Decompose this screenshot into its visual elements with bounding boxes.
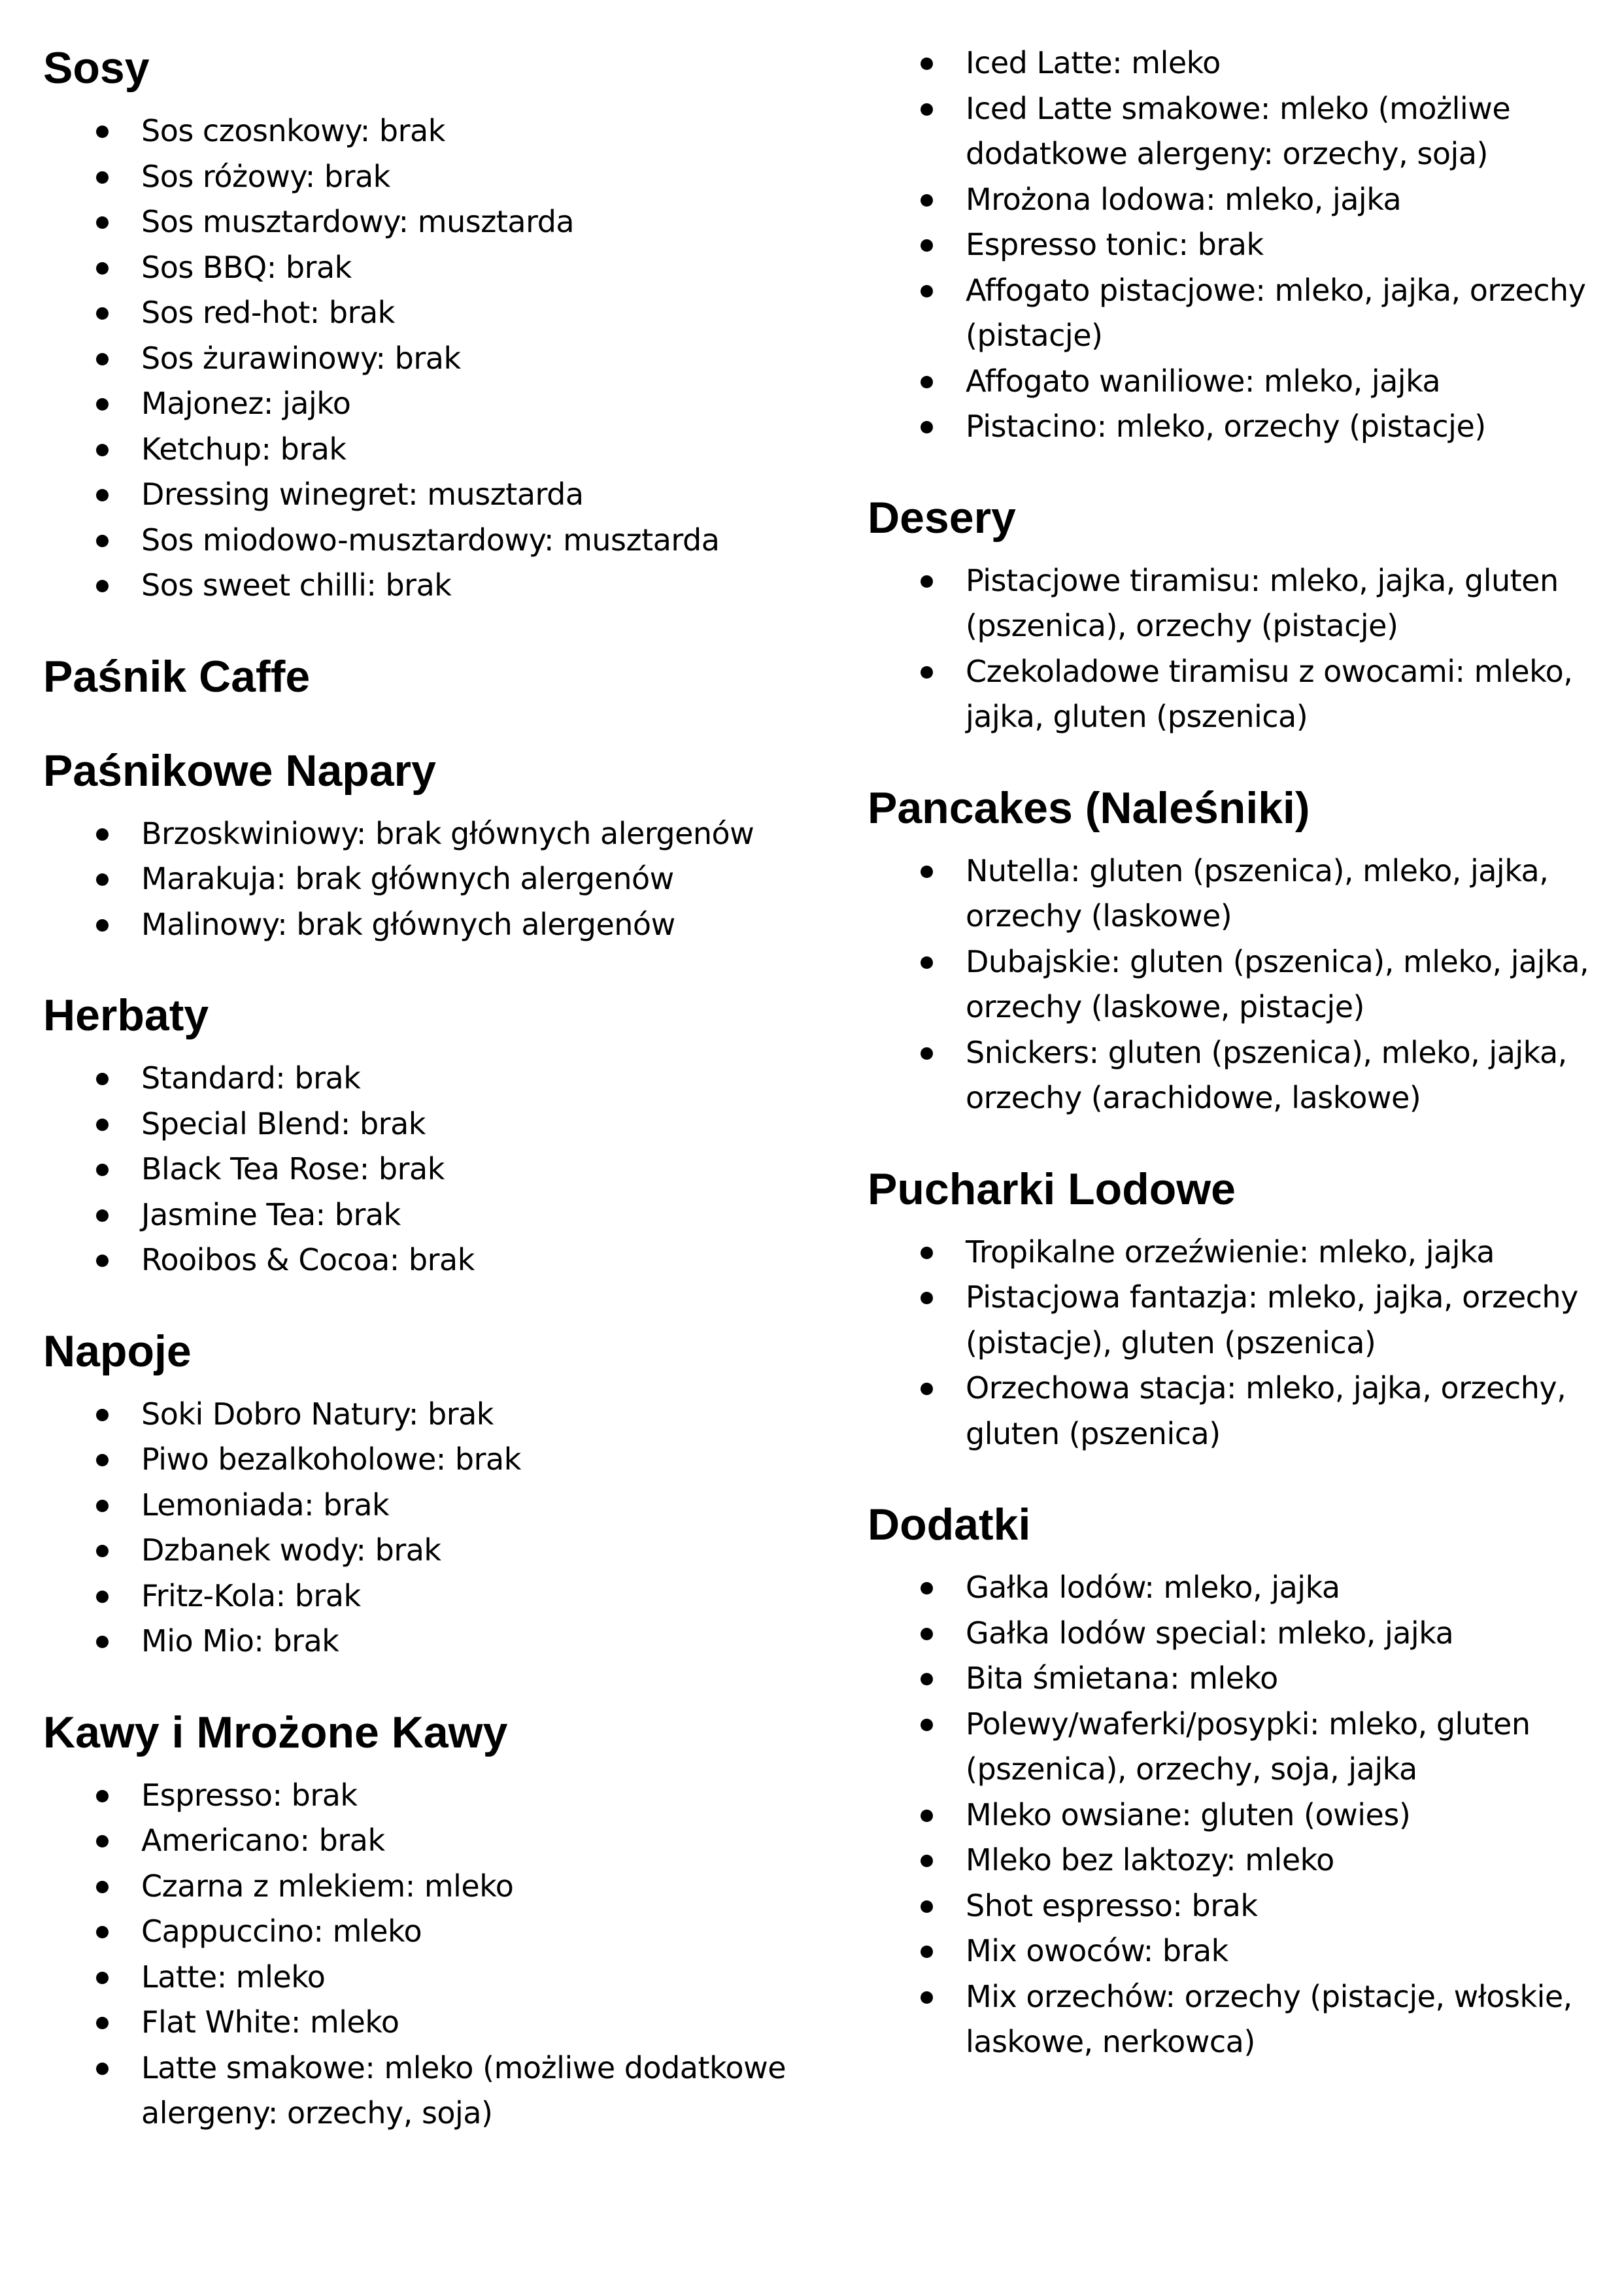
list-item: Sos różowy: brak	[141, 154, 795, 200]
section-title: Herbaty	[43, 990, 209, 1040]
list-item: Lemoniada: brak	[141, 1483, 795, 1528]
list-item: Latte: mleko	[141, 1955, 795, 2000]
list-item: Ketchup: brak	[141, 427, 795, 473]
section-title: Dodatki	[868, 1500, 1031, 1549]
list-item: Mio Mio: brak	[141, 1619, 795, 1664]
section-sosy	[43, 42, 782, 609]
item-list	[868, 41, 1606, 450]
list-item: Bita śmietana: mleko	[966, 1656, 1613, 1702]
item-list	[43, 1392, 782, 1664]
list-item: Sos żurawinowy: brak	[141, 336, 795, 382]
list-item: Polewy/waferki/posypki: mleko, gluten (pszenica), orzechy, soja, jajka	[966, 1702, 1613, 1793]
list-item: Sos czosnkowy: brak	[141, 109, 795, 154]
section-title: Paśnik Caffe	[43, 651, 311, 701]
list-item: Czekoladowe tiramisu z owocami: mleko, jajka, gluten (pszenica)	[966, 649, 1613, 740]
list-item: Flat White: mleko	[141, 2000, 795, 2046]
list-item: Shot espresso: brak	[966, 1883, 1613, 1929]
section-pucharki-lodowe	[868, 1163, 1606, 1457]
list-item: Mleko owsiane: gluten (owies)	[966, 1793, 1613, 1838]
item-list	[43, 1773, 787, 2136]
section-title: Kawy i Mrożone Kawy	[43, 1707, 508, 1757]
list-item: Dressing winegret: musztarda	[141, 472, 795, 518]
list-item: Rooibos & Cocoa: brak	[141, 1238, 795, 1283]
list-item: Affogato pistacjowe: mleko, jajka, orzechy (pistacje)	[966, 268, 1613, 359]
list-item: Fritz-Kola: brak	[141, 1574, 795, 1619]
list-item: Cappuccino: mleko	[141, 1909, 795, 1955]
list-item: Pistacjowa fantazja: mleko, jajka, orzechy (pistacje), gluten (pszenica)	[966, 1275, 1613, 1366]
list-item: Affogato waniliowe: mleko, jajka	[966, 359, 1613, 405]
item-list	[43, 1056, 782, 1283]
section-pasnik-caffe	[43, 650, 782, 703]
list-item: Brzoskwiniowy: brak głównych alergenów	[141, 811, 795, 857]
list-item: Orzechowa stacja: mleko, jajka, orzechy, gluten (pszenica)	[966, 1366, 1613, 1457]
list-item: Iced Latte: mleko	[966, 41, 1613, 86]
section-herbaty	[43, 989, 782, 1283]
section-title: Pucharki Lodowe	[868, 1164, 1236, 1214]
list-item: Gałka lodów: mleko, jajka	[966, 1565, 1613, 1611]
list-item: Espresso: brak	[141, 1773, 795, 1819]
section-dodatki	[868, 1498, 1606, 2065]
item-list	[868, 558, 1606, 740]
section-title: Sosy	[43, 43, 150, 93]
list-item: Mleko bez laktozy: mleko	[966, 1838, 1613, 1883]
list-item: Black Tea Rose: brak	[141, 1147, 795, 1192]
section-napoje	[43, 1325, 782, 1664]
list-item: Dubajskie: gluten (pszenica), mleko, jajka, orzechy (laskowe, pistacje)	[966, 939, 1613, 1030]
section-pasnikowe-napary	[43, 745, 782, 948]
list-item: Mix orzechów: orzechy (pistacje, włoskie, laskowe, nerkowca)	[966, 1974, 1613, 2065]
list-item: Mrożona lodowa: mleko, jajka	[966, 177, 1613, 223]
section-pancakes	[868, 782, 1606, 1121]
list-item: Gałka lodów special: mleko, jajka	[966, 1611, 1613, 1657]
list-item: Latte smakowe: mleko (możliwe dodatkowe alergeny: orzechy, soja)	[141, 2046, 795, 2136]
section-title: Napoje	[43, 1326, 192, 1376]
list-item: Malinowy: brak głównych alergenów	[141, 902, 795, 948]
list-item: Sos miodowo-musztardowy: musztarda	[141, 518, 795, 564]
list-item: Dzbanek wody: brak	[141, 1528, 795, 1574]
section-title: Pancakes (Naleśniki)	[868, 783, 1310, 833]
list-item: Sos sweet chilli: brak	[141, 563, 795, 609]
list-item: Majonez: jajko	[141, 381, 795, 427]
list-item: Iced Latte smakowe: mleko (możliwe dodatkowe alergeny: orzechy, soja)	[966, 86, 1613, 177]
list-item: Americano: brak	[141, 1818, 795, 1864]
list-item: Pistacino: mleko, orzechy (pistacje)	[966, 404, 1613, 450]
section-kawy-continued	[868, 41, 1606, 450]
list-item: Mix owoców: brak	[966, 1929, 1613, 1974]
item-list	[868, 1230, 1606, 1457]
list-item: Sos BBQ: brak	[141, 245, 795, 291]
list-item: Pistacjowe tiramisu: mleko, jajka, gluten (pszenica), orzechy (pistacje)	[966, 558, 1613, 649]
list-item: Marakuja: brak głównych alergenów	[141, 856, 795, 902]
section-desery	[868, 492, 1606, 740]
item-list	[43, 811, 782, 948]
item-list	[868, 849, 1606, 1121]
left-column	[43, 42, 787, 2136]
list-item: Sos red-hot: brak	[141, 290, 795, 336]
section-title: Desery	[868, 492, 1016, 543]
list-item: Tropikalne orzeźwienie: mleko, jajka	[966, 1230, 1613, 1275]
list-item: Jasmine Tea: brak	[141, 1192, 795, 1238]
item-list	[43, 109, 782, 609]
list-item: Soki Dobro Natury: brak	[141, 1392, 795, 1438]
list-item: Czarna z mlekiem: mleko	[141, 1864, 795, 1910]
list-item: Snickers: gluten (pszenica), mleko, jajka, orzechy (arachidowe, laskowe)	[966, 1030, 1613, 1121]
list-item: Piwo bezalkoholowe: brak	[141, 1437, 795, 1483]
section-title: Paśnikowe Napary	[43, 745, 436, 796]
list-item: Standard: brak	[141, 1056, 795, 1102]
list-item: Special Blend: brak	[141, 1102, 795, 1147]
item-list	[868, 1565, 1606, 2065]
list-item: Sos musztardowy: musztarda	[141, 199, 795, 245]
section-kawy	[43, 1706, 787, 2136]
right-column	[868, 41, 1606, 2065]
list-item: Espresso tonic: brak	[966, 222, 1613, 268]
list-item: Nutella: gluten (pszenica), mleko, jajka, orzechy (laskowe)	[966, 849, 1613, 939]
